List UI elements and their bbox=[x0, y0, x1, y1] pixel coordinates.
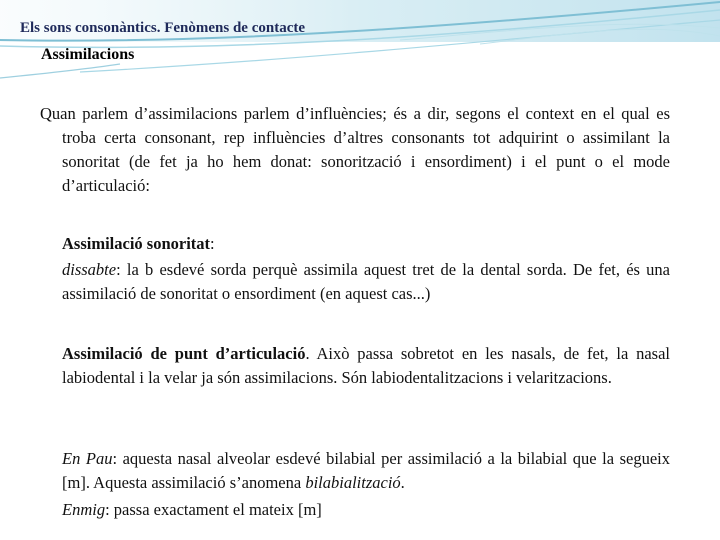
header-decoration bbox=[0, 0, 720, 90]
en-pau-paragraph bbox=[62, 447, 670, 495]
sonoritat-heading: Assimilació sonoritat bbox=[62, 234, 211, 253]
en-pau-word: En Pau bbox=[62, 449, 113, 468]
enmig-word: Enmig bbox=[62, 500, 106, 519]
enmig-text: : passa exactament el mateix [m] bbox=[105, 500, 322, 519]
enmig-paragraph bbox=[62, 498, 670, 522]
sonoritat-example-text: : la b esdevé sorda perquè assimila aquest tret de la dental sorda. De fet, és una assimilació de sonoritat o ensordiment (en aquest cas...) bbox=[62, 260, 670, 303]
intro-paragraph bbox=[40, 102, 670, 198]
sonoritat-example-word: dissabte bbox=[62, 260, 117, 279]
punt-heading: Assimilació de punt d’articulació bbox=[62, 344, 306, 363]
punt-text: . Això passa sobretot en les nasals, de fet, la nasal labiodental i la velar ja són assimilacions. Són labiodentalitzacions i velaritzacions. bbox=[62, 344, 670, 387]
intro-text: Quan parlem d’assimilacions parlem d’influències; és a dir, segons el context en el qual es troba certa consonant, rep influències d’altres consonants tot adquirint o assimilant la sonoritat (de fet ja ho hem donat: sonorització i ensordiment) i el punt o el mode d’articulació: bbox=[40, 104, 670, 195]
sonoritat-heading-colon: : bbox=[210, 234, 215, 253]
page-title: Els sons consonàntics. Fenòmens de contacte bbox=[20, 20, 306, 36]
sonoritat-example bbox=[62, 258, 670, 306]
en-pau-term: bilabialització bbox=[305, 473, 401, 492]
section-subtitle: Assimilacions bbox=[41, 46, 135, 63]
sonoritat-heading-line bbox=[62, 232, 670, 256]
en-pau-end: . bbox=[400, 473, 405, 492]
en-pau-text: : aquesta nasal alveolar esdevé bilabial per assimilació a la bilabial que la segueix [m]. Aquesta assimilació s’anomena bbox=[62, 449, 670, 492]
punt-paragraph bbox=[62, 342, 670, 390]
